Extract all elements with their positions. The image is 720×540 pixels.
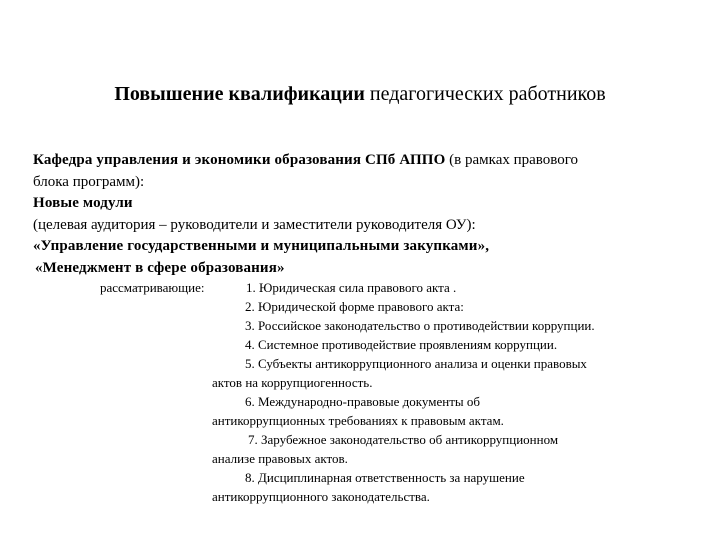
body-text [33, 150, 703, 279]
department-note: (в рамках правового [445, 152, 579, 168]
topic-item: 8. Дисциплинарная ответственность за нарушение [245, 470, 525, 485]
title-bold-part: Повышение квалификации [114, 83, 365, 105]
body-line-program-block: блока программ): [33, 173, 145, 190]
topic-item: 7. Зарубежное законодательство об антикоррупционном [248, 432, 559, 447]
target-audience: (целевая аудитория – руководители и заместители руководителя ОУ): [33, 216, 476, 233]
topic-item: 3. Российское законодательство о противодействии коррупции. [245, 318, 595, 333]
topic-item: 1. Юридическая сила правового акта . [246, 280, 457, 295]
topic-item: 5. Субъекты антикоррупционного анализа и оценки правовых [245, 356, 587, 371]
topic-item-continuation: антикоррупционного законодательства. [212, 489, 430, 504]
considering-label: рассматривающие: [100, 280, 205, 295]
new-modules-heading: Новые модули [33, 195, 133, 211]
topic-item: 6. Международно-правовые документы об [245, 394, 480, 409]
topic-item-continuation: актов на коррупциогенность. [212, 375, 373, 390]
topic-item-continuation: антикоррупционных требованиях к правовым актам. [212, 413, 504, 428]
topic-item: 4. Системное противодействие проявлениям коррупции. [245, 337, 558, 352]
module-management: «Менеджмент в сфере образования» [35, 259, 285, 276]
topic-item-continuation: анализе правовых актов. [212, 451, 348, 466]
topics-list [212, 278, 702, 506]
title-normal-part: педагогических работников [364, 83, 606, 105]
body-line-department [33, 150, 703, 172]
department-name: Кафедра управления и экономики образования СПб АППО [33, 152, 446, 168]
topic-item: 2. Юридической форме правового акта: [245, 299, 464, 314]
module-procurement: «Управление государственными и муниципальными закупками», [33, 238, 490, 254]
slide-title [0, 82, 720, 106]
